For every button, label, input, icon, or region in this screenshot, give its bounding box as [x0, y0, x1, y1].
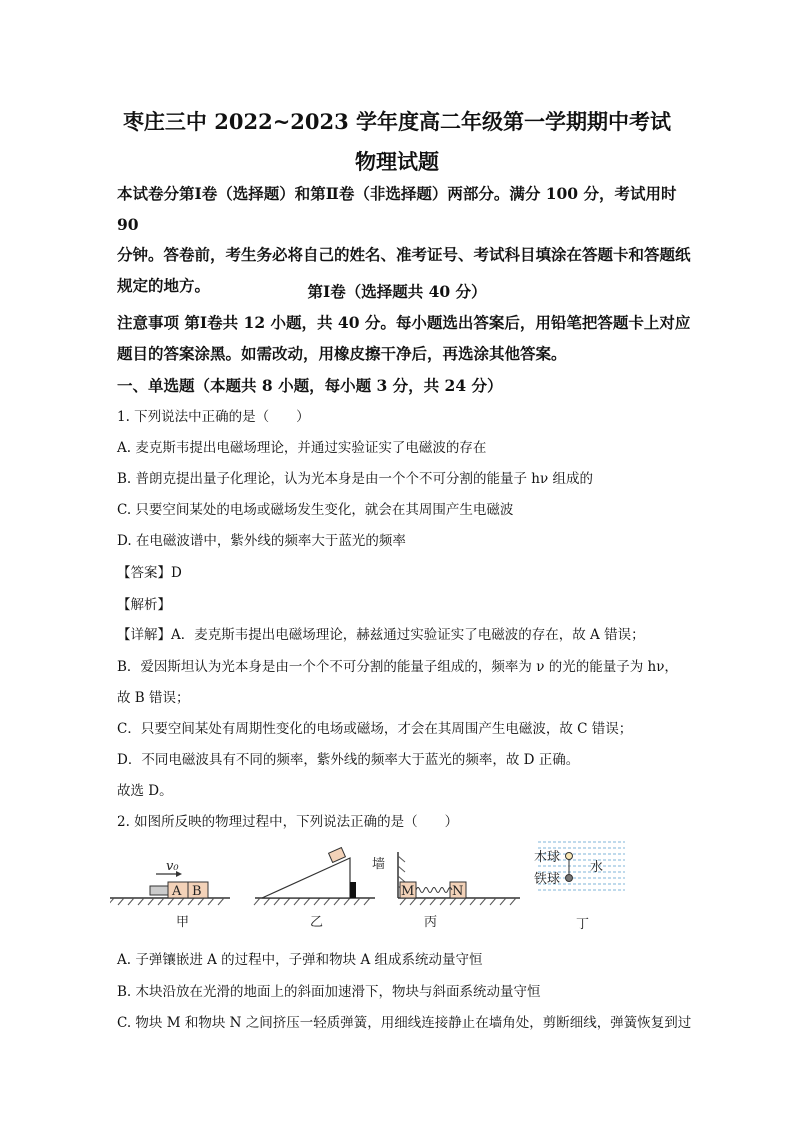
question-2-stem: 2. 如图所反映的物理过程中，下列说法正确的是（ ） [117, 814, 459, 830]
figure-bing [372, 852, 520, 930]
question-2-option-c: C. 物块 M 和物块 N 之间挤压一轻质弹簧，用细线连接静止在墙角处，剪断细线，弹簧恢复到过 [117, 1015, 692, 1031]
part-heading: 一、单选题（本题共 8 小题，每小题 3 分，共 24 分） [117, 376, 503, 395]
question-1-analysis-label: 【解析】 [117, 597, 171, 613]
label-b: B [192, 884, 202, 899]
section-title: 第Ⅰ卷（选择题共 40 分） [307, 282, 487, 301]
question-1-option-d: D. 在电磁波谱中，紫外线的频率大于蓝光的频率 [117, 533, 406, 549]
label-a: A [172, 884, 182, 899]
label-m: M [401, 884, 415, 899]
label-wood: 木球 [534, 850, 561, 865]
question-1-option-b: B. 普朗克提出量子化理论，认为光本身是由一个个不可分割的能量子 hν 组成的 [117, 471, 593, 487]
label-jia: 甲 [176, 915, 190, 930]
iron-ball [566, 875, 573, 882]
question-1-answer: 【答案】D [117, 565, 182, 581]
notice-line: 注意事项 第Ⅰ卷共 12 小题，共 40 分。每小题选出答案后，用铅笔把答题卡上对应 [117, 313, 691, 332]
analysis-line: D．不同电磁波具有不同的频率，紫外线的频率大于蓝光的频率，故 D 正确。 [117, 752, 580, 768]
figure-ding [534, 842, 625, 932]
incline-shape [262, 858, 350, 898]
analysis-line: 【详解】A．麦克斯韦提出电磁场理论，赫兹通过实验证实了电磁波的存在，故 A 错误； [117, 627, 645, 643]
notice-line: 题目的答案涂黑。如需改动，用橡皮擦干净后，再选涂其他答案。 [117, 343, 567, 363]
question-2-figure [110, 838, 710, 936]
question-1-option-c: C. 只要空间某处的电场或磁场发生变化，就会在其周围产生电磁波 [117, 502, 514, 518]
wood-ball [566, 853, 573, 860]
spring-shape [416, 888, 452, 893]
page-title: 枣庄三中 2022~2023 学年度高二年级第一学期期中考试 [122, 109, 672, 134]
label-bing: 丙 [424, 915, 438, 930]
bullet-shape [150, 886, 168, 895]
analysis-line: 故选 D。 [117, 783, 173, 799]
notice-paragraph [117, 308, 702, 369]
intro-line: 分钟。答卷前，考生务必将自己的姓名、准考证号、考试科目填涂在答题卡和答题纸 [117, 245, 691, 264]
label-water: 水 [590, 860, 604, 875]
wood-block [329, 848, 346, 863]
intro-line: 规定的地方。 [117, 275, 211, 295]
label-wall: 墙 [372, 857, 386, 872]
label-v0: v₀ [166, 859, 179, 874]
label-iron: 铁球 [534, 872, 561, 887]
label-n: N [452, 884, 464, 899]
intro-line: 本试卷分第Ⅰ卷（选择题）和第Ⅱ卷（非选择题）两部分。满分 100 分，考试用时 90 [117, 184, 677, 234]
question-1-stem: 1. 下列说法中正确的是（ ） [117, 409, 310, 425]
page-subtitle: 物理试题 [355, 149, 439, 174]
figure-yi [254, 848, 375, 930]
analysis-line: C．只要空间某处有周期性变化的电场或磁场，才会在其周围产生电磁波，故 C 错误； [117, 721, 633, 737]
analysis-line: 故 B 错误； [117, 690, 190, 706]
label-yi: 乙 [310, 915, 324, 930]
label-ding: 丁 [576, 917, 590, 932]
figure-jia [110, 859, 230, 930]
question-2-option-a: A. 子弹镶嵌进 A 的过程中，子弹和物块 A 组成系统动量守恒 [117, 952, 483, 968]
question-1-option-a: A. 麦克斯韦提出电磁场理论，并通过实验证实了电磁波的存在 [117, 440, 487, 456]
analysis-line: B．爱因斯坦认为光本身是由一个个不可分割的能量子组成的，频率为 ν 的光的能量子为 hν， [117, 659, 678, 675]
question-2-option-b: B. 木块沿放在光滑的地面上的斜面加速滑下，物块与斜面系统动量守恒 [117, 984, 541, 1000]
